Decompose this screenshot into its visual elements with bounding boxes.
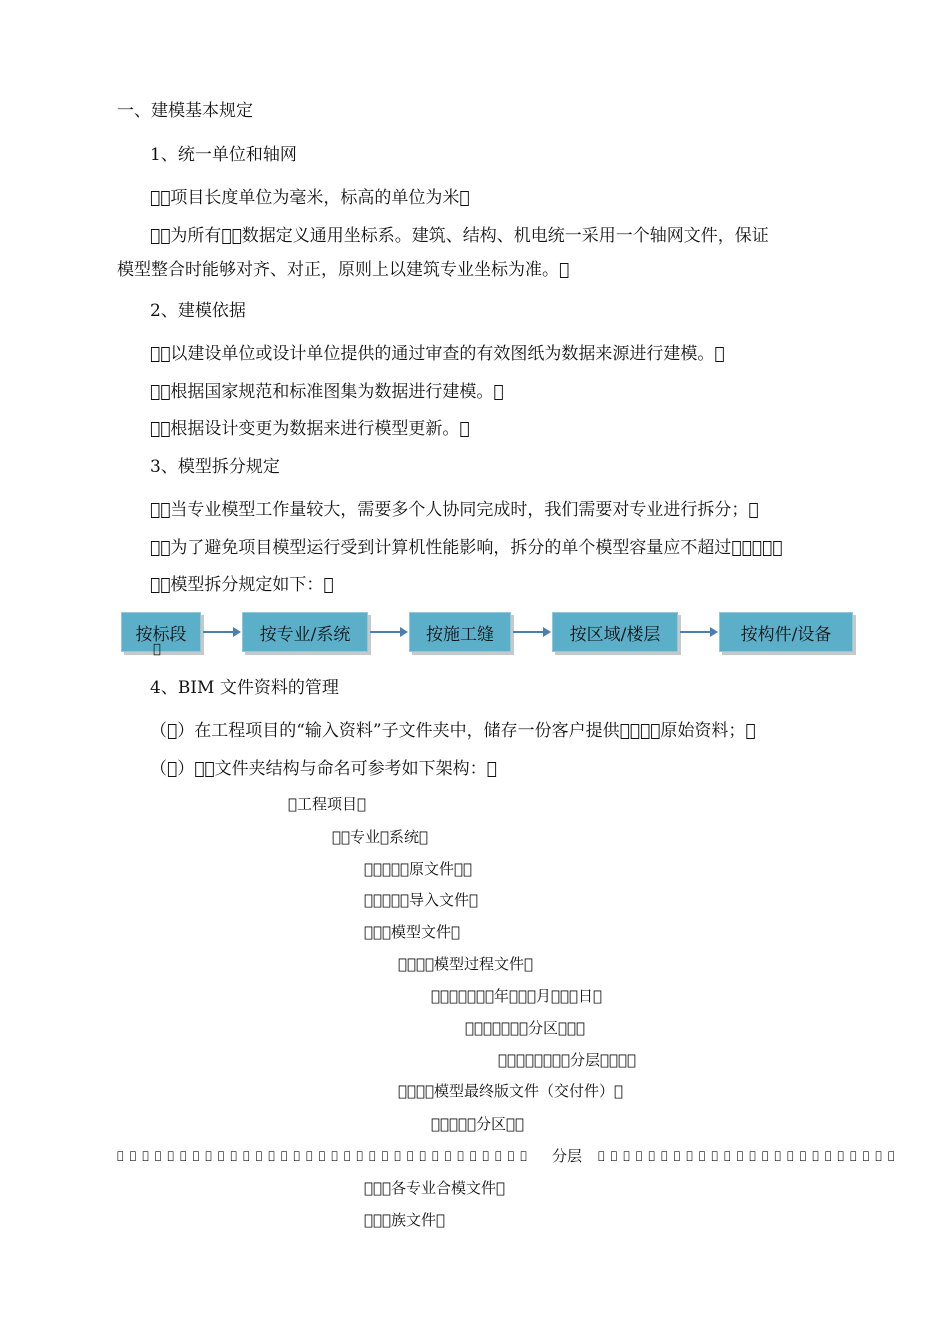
paragraph: 􀀁􀀁以建设单位或设计单位提供的通过审查的有效图纸为数据来源进行建模。􀀁 bbox=[150, 344, 725, 364]
paragraph: （􀀁）在工程项目的“输入资料”子文件夹中，储存一份客户提供􀀁􀀁􀀁􀀁原始资料；􀀁 bbox=[150, 721, 756, 741]
flow-step-zone: 按区域/楼层 bbox=[552, 612, 678, 652]
paragraph-continuation: 模型整合时能够对齐、对正，原则上以建筑专业坐标为准。􀀁 bbox=[117, 260, 570, 280]
paragraph: 􀀁􀀁项目长度单位为毫米，标高的单位为米􀀁 bbox=[150, 188, 470, 208]
paragraph: 􀀁􀀁模型拆分规定如下：􀀁 bbox=[150, 575, 334, 595]
tree-node-family: 􀀁􀀁􀀁族文件􀀁 bbox=[364, 1211, 446, 1229]
subsection-heading: 2、建模依据 bbox=[150, 301, 246, 321]
flow-arrow-icon bbox=[680, 624, 718, 640]
paragraph: 􀀁􀀁当专业模型工作量较大，需要多个人协同完成时，我们需要对专业进行拆分；􀀁 bbox=[150, 500, 759, 520]
flow-arrow-icon bbox=[513, 624, 551, 640]
flow-step-component: 按构件/设备 bbox=[719, 612, 853, 652]
flow-step-discipline: 按专业/系统 bbox=[242, 612, 368, 652]
subsection-heading: 1、统一单位和轴网 bbox=[150, 145, 297, 165]
tree-node-import: 􀀁􀀁􀀁􀀁􀀁导入文件􀀁 bbox=[364, 891, 479, 909]
tree-node-level: 􀀁􀀁􀀁􀀁􀀁􀀁􀀁􀀁分层􀀁􀀁􀀁􀀁 bbox=[498, 1051, 637, 1069]
flow-arrow-icon bbox=[203, 624, 241, 640]
tree-node-final-level-pad: 􀀁􀀁􀀁􀀁􀀁􀀁􀀁􀀁􀀁􀀁􀀁􀀁􀀁􀀁􀀁􀀁􀀁􀀁􀀁􀀁􀀁􀀁􀀁􀀁􀀁􀀁􀀁􀀁􀀁􀀁􀀁􀀁􀀁 bbox=[117, 1149, 533, 1162]
paragraph: 􀀁􀀁根据国家规范和标准图集为数据进行建模。􀀁 bbox=[150, 382, 504, 402]
paragraph: 􀀁􀀁根据设计变更为数据来进行模型更新。􀀁 bbox=[150, 419, 470, 439]
split-flow-diagram bbox=[117, 608, 857, 658]
tree-node-source: 􀀁􀀁􀀁􀀁􀀁原文件􀀁􀀁 bbox=[364, 860, 473, 878]
flow-arrow-icon bbox=[370, 624, 408, 640]
tree-node-process: 􀀁􀀁􀀁􀀁模型过程文件􀀁 bbox=[398, 955, 534, 973]
tree-node-final: 􀀁􀀁􀀁􀀁模型最终版文件（交付件）􀀁 bbox=[398, 1082, 624, 1100]
section-heading: 一、建模基本规定 bbox=[117, 101, 253, 121]
paragraph: （􀀁）􀀁􀀁文件夹结构与命名可参考如下架构：􀀁 bbox=[150, 759, 497, 779]
flow-step-joint: 按施工缝 bbox=[409, 612, 511, 652]
tree-node-date: 􀀁􀀁􀀁􀀁􀀁􀀁􀀁年􀀁􀀁􀀁月􀀁􀀁􀀁日􀀁 bbox=[431, 987, 603, 1005]
subsection-heading: 3、模型拆分规定 bbox=[150, 457, 280, 477]
tree-node-merged: 􀀁􀀁􀀁各专业合模文件􀀁 bbox=[364, 1179, 506, 1197]
paragraph: 􀀁􀀁为所有􀀁􀀁数据定义通用坐标系。建筑、结构、机电统一采用一个轴网文件，保证 bbox=[150, 226, 769, 246]
subsection-heading: 4、BIM 文件资料的管理 bbox=[150, 678, 339, 698]
tree-node-zone: 􀀁􀀁􀀁􀀁􀀁􀀁􀀁分区􀀁􀀁􀀁 bbox=[465, 1019, 586, 1037]
stray-glyph: 􀀁 bbox=[153, 642, 161, 657]
tree-node-final-level-pad: 􀀁􀀁􀀁􀀁􀀁􀀁􀀁􀀁􀀁􀀁􀀁􀀁􀀁􀀁􀀁􀀁􀀁􀀁􀀁􀀁􀀁􀀁􀀁􀀁 bbox=[598, 1149, 901, 1162]
tree-node-final-zone: 􀀁􀀁􀀁􀀁􀀁分区􀀁􀀁 bbox=[431, 1115, 525, 1133]
tree-node-discipline: 􀀁􀀁专业􀀁系统􀀁 bbox=[332, 828, 429, 846]
tree-node-final-level: 分层 bbox=[552, 1147, 583, 1165]
flow-step-section: 按标段 bbox=[121, 612, 201, 652]
paragraph: 􀀁􀀁为了避免项目模型运行受到计算机性能影响，拆分的单个模型容量应不超过􀀁􀀁􀀁􀀁􀀁 bbox=[150, 538, 783, 558]
tree-node-project: 􀀁工程项目􀀁 bbox=[288, 795, 367, 813]
tree-node-model: 􀀁􀀁􀀁模型文件􀀁 bbox=[364, 923, 461, 941]
